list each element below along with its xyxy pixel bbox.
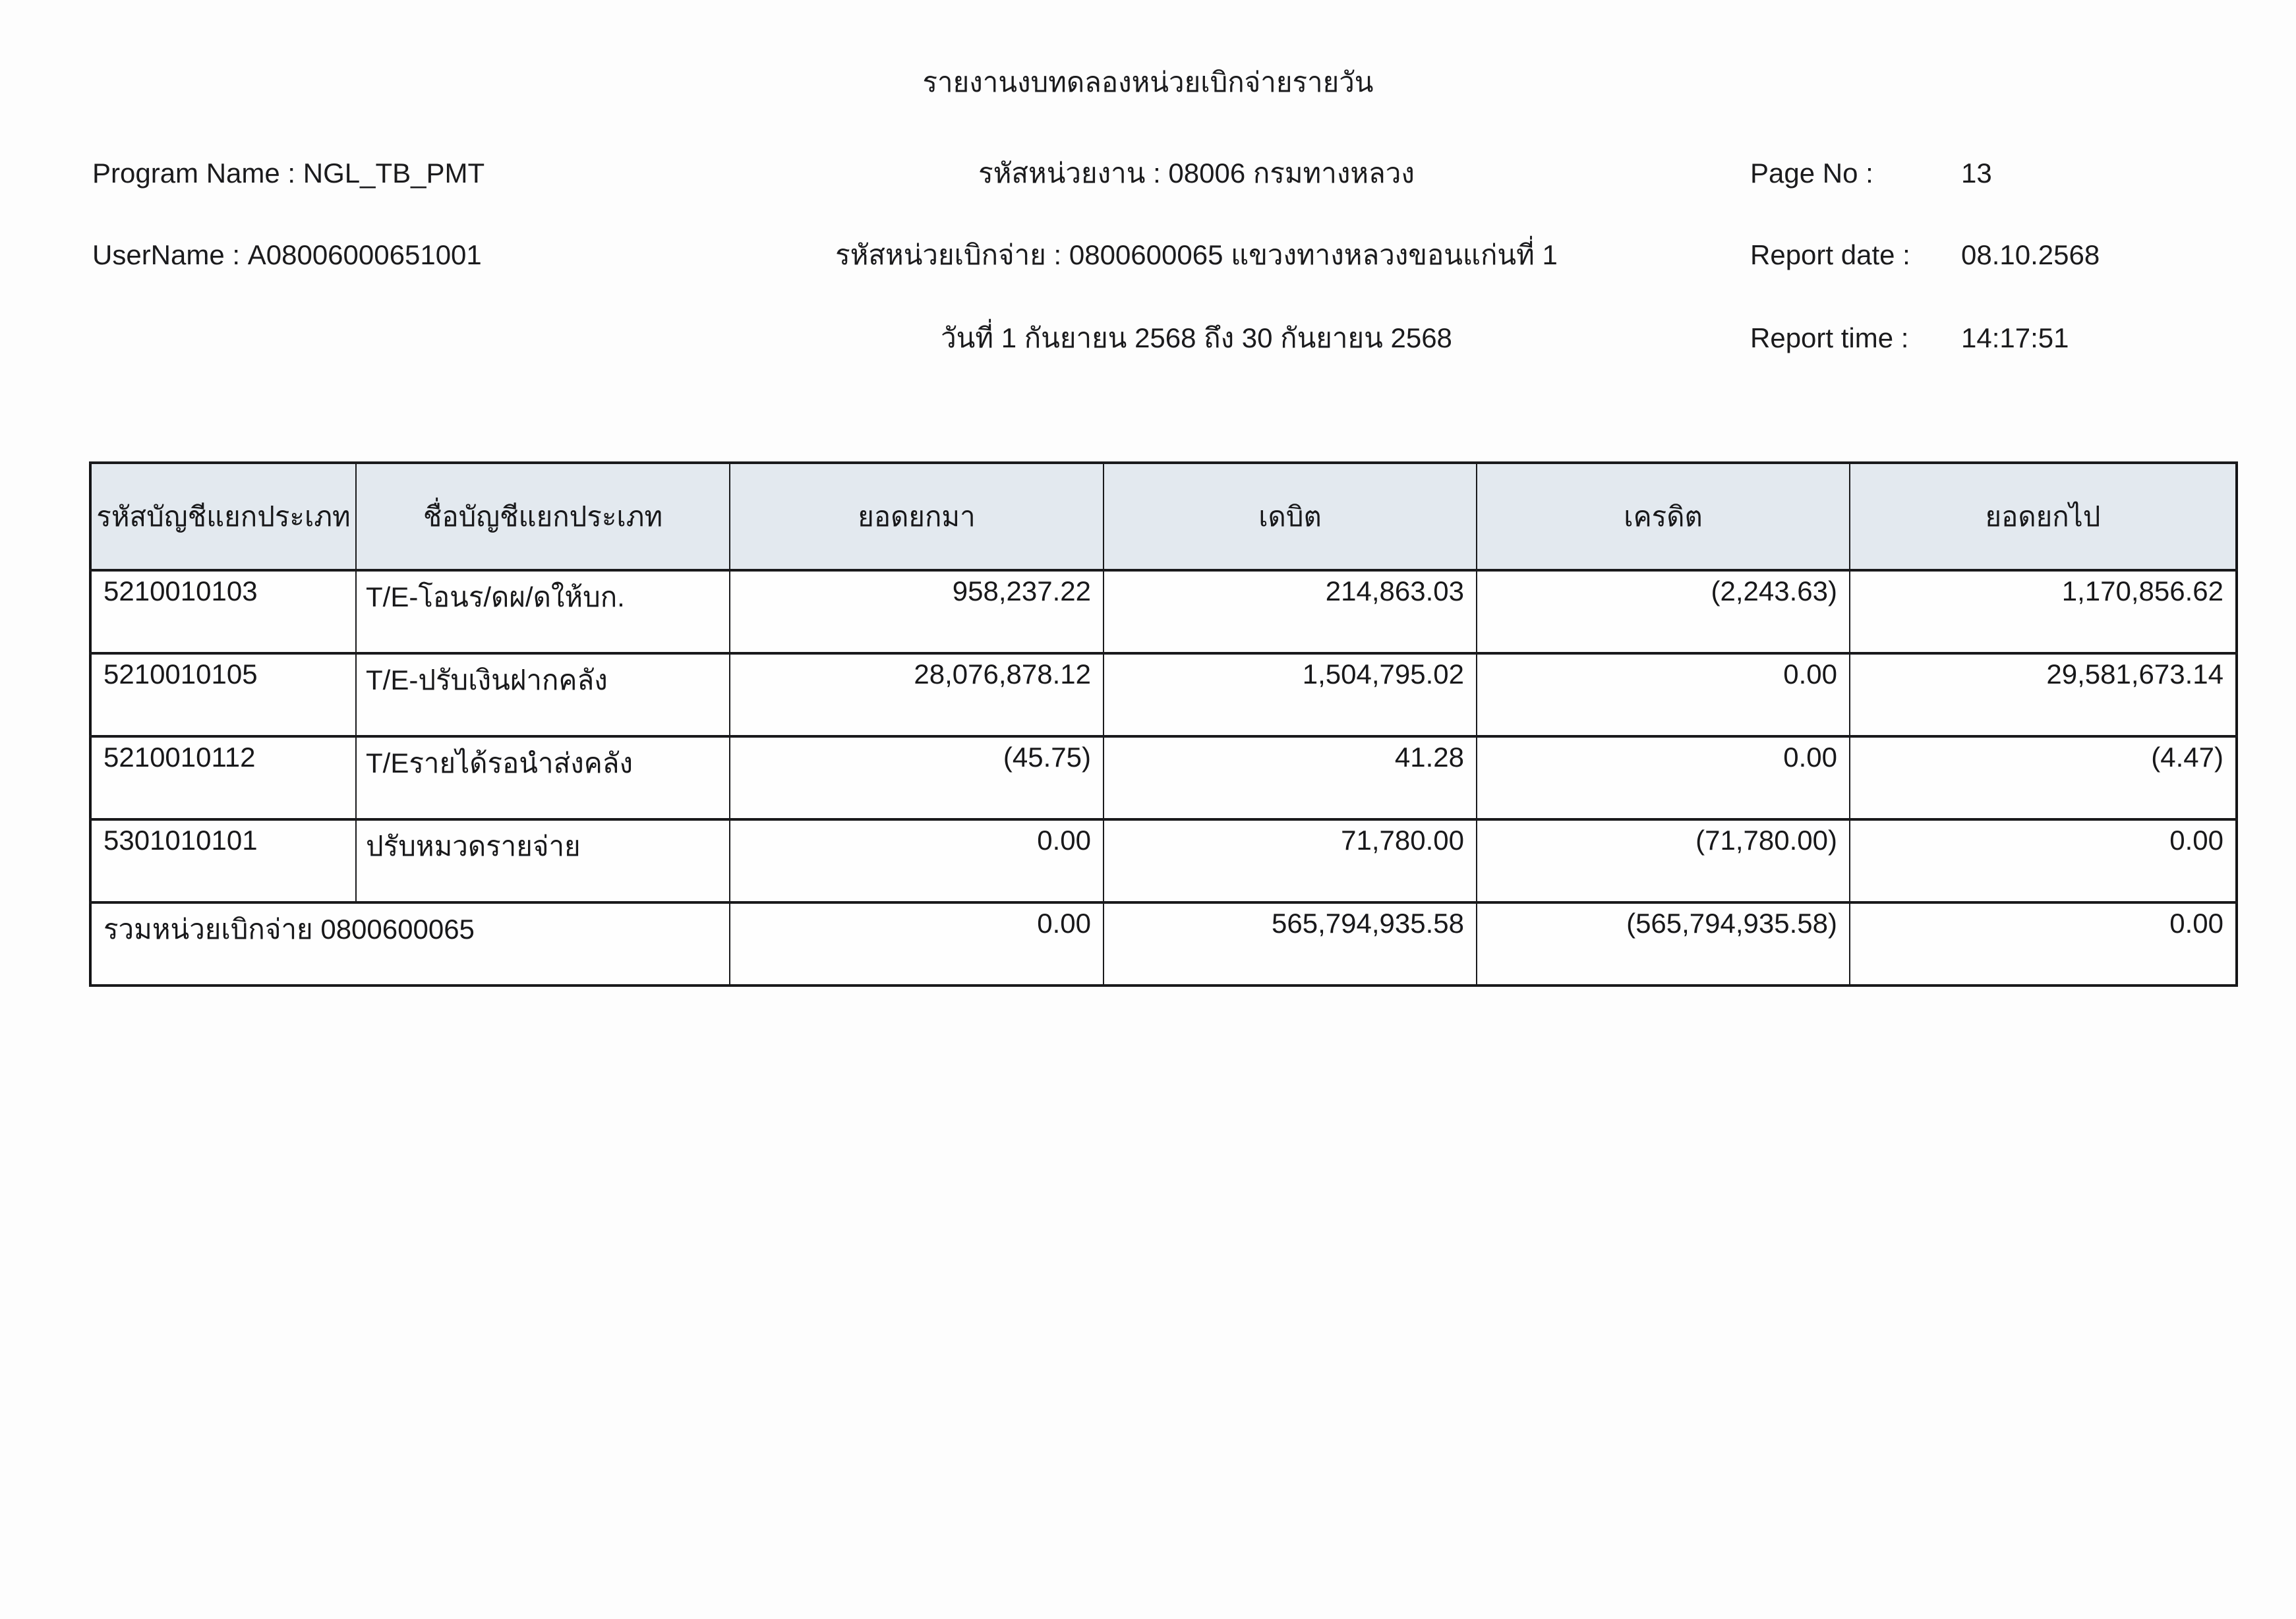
table-header-row bbox=[90, 463, 2237, 570]
credit-cell: (2,243.63) bbox=[1477, 570, 1850, 653]
closing-balance-cell: (4.47) bbox=[1850, 736, 2237, 819]
closing-balance-cell: 0.00 bbox=[1850, 819, 2237, 902]
agency-code-line: รหัสหน่วยงาน : 08006 กรมทางหลวง bbox=[978, 158, 1415, 189]
program-name-line bbox=[92, 157, 485, 190]
report-date-label: Report date : bbox=[1750, 239, 1910, 270]
report-date-value: 08.10.2568 bbox=[1961, 239, 2100, 270]
page-no-value: 13 bbox=[1961, 158, 1992, 189]
debit-cell: 214,863.03 bbox=[1104, 570, 1477, 653]
summary-debit-cell: 565,794,935.58 bbox=[1104, 902, 1477, 986]
credit-cell: (71,780.00) bbox=[1477, 819, 1850, 902]
trial-balance-table bbox=[89, 461, 2238, 987]
table-row bbox=[90, 653, 2237, 736]
report-date-line bbox=[1750, 239, 2100, 272]
closing-balance-cell: 29,581,673.14 bbox=[1850, 653, 2237, 736]
page-no-label: Page No : bbox=[1750, 158, 1873, 189]
opening-balance-cell: (45.75) bbox=[730, 736, 1104, 819]
column-header-debit: เดบิต bbox=[1104, 463, 1477, 570]
column-header-closing-balance: ยอดยกไป bbox=[1850, 463, 2237, 570]
column-header-account-name: ชื่อบัญชีแยกประเภท bbox=[356, 463, 730, 570]
table-header bbox=[90, 463, 2237, 570]
disbursement-code-line: รหัสหน่วยเบิกจ่าย : 0800600065 แขวงทางหลวงขอนแก่นที่ 1 bbox=[835, 239, 1558, 270]
table-row bbox=[90, 819, 2237, 902]
account-code-cell: 5210010103 bbox=[90, 570, 356, 653]
username-value: A08006000651001 bbox=[247, 239, 482, 270]
account-name-cell: ปรับหมวดรายจ่าย bbox=[356, 819, 730, 902]
opening-balance-cell: 0.00 bbox=[730, 819, 1104, 902]
account-code-cell: 5210010105 bbox=[90, 653, 356, 736]
summary-label-cell: รวมหน่วยเบิกจ่าย 0800600065 bbox=[90, 902, 730, 986]
account-code-cell: 5301010101 bbox=[90, 819, 356, 902]
username-label: UserName : bbox=[92, 239, 241, 270]
opening-balance-cell: 28,076,878.12 bbox=[730, 653, 1104, 736]
credit-cell: 0.00 bbox=[1477, 736, 1850, 819]
report-time-value: 14:17:51 bbox=[1961, 322, 2069, 353]
summary-credit-cell: (565,794,935.58) bbox=[1477, 902, 1850, 986]
program-name-label: Program Name : bbox=[92, 158, 296, 189]
account-code-cell: 5210010112 bbox=[90, 736, 356, 819]
table-row bbox=[90, 736, 2237, 819]
account-name-cell: T/Eรายได้รอนำส่งคลัง bbox=[356, 736, 730, 819]
debit-cell: 71,780.00 bbox=[1104, 819, 1477, 902]
report-time-line bbox=[1750, 322, 2069, 355]
username-line bbox=[92, 239, 482, 272]
report-time-label: Report time : bbox=[1750, 322, 1909, 353]
page-no-line bbox=[1750, 157, 1992, 190]
report-title-row bbox=[0, 66, 2296, 99]
debit-cell: 1,504,795.02 bbox=[1104, 653, 1477, 736]
column-header-account-code: รหัสบัญชีแยกประเภท bbox=[90, 463, 356, 570]
credit-cell: 0.00 bbox=[1477, 653, 1850, 736]
date-range-line: วันที่ 1 กันยายน 2568 ถึง 30 กันยายน 2568 bbox=[941, 322, 1452, 353]
account-name-cell: T/E-โอนร/ดผ/ดให้บก. bbox=[356, 570, 730, 653]
column-header-opening-balance: ยอดยกมา bbox=[730, 463, 1104, 570]
table-row bbox=[90, 570, 2237, 653]
debit-cell: 41.28 bbox=[1104, 736, 1477, 819]
summary-closing-balance-cell: 0.00 bbox=[1850, 902, 2237, 986]
page-title: รายงานงบทดลองหน่วยเบิกจ่ายรายวัน bbox=[922, 67, 1374, 98]
opening-balance-cell: 958,237.22 bbox=[730, 570, 1104, 653]
summary-opening-balance-cell: 0.00 bbox=[730, 902, 1104, 986]
summary-row bbox=[90, 902, 2237, 986]
column-header-credit: เครดิต bbox=[1477, 463, 1850, 570]
program-name-value: NGL_TB_PMT bbox=[303, 158, 485, 189]
account-name-cell: T/E-ปรับเงินฝากคลัง bbox=[356, 653, 730, 736]
closing-balance-cell: 1,170,856.62 bbox=[1850, 570, 2237, 653]
table-body bbox=[90, 570, 2237, 986]
